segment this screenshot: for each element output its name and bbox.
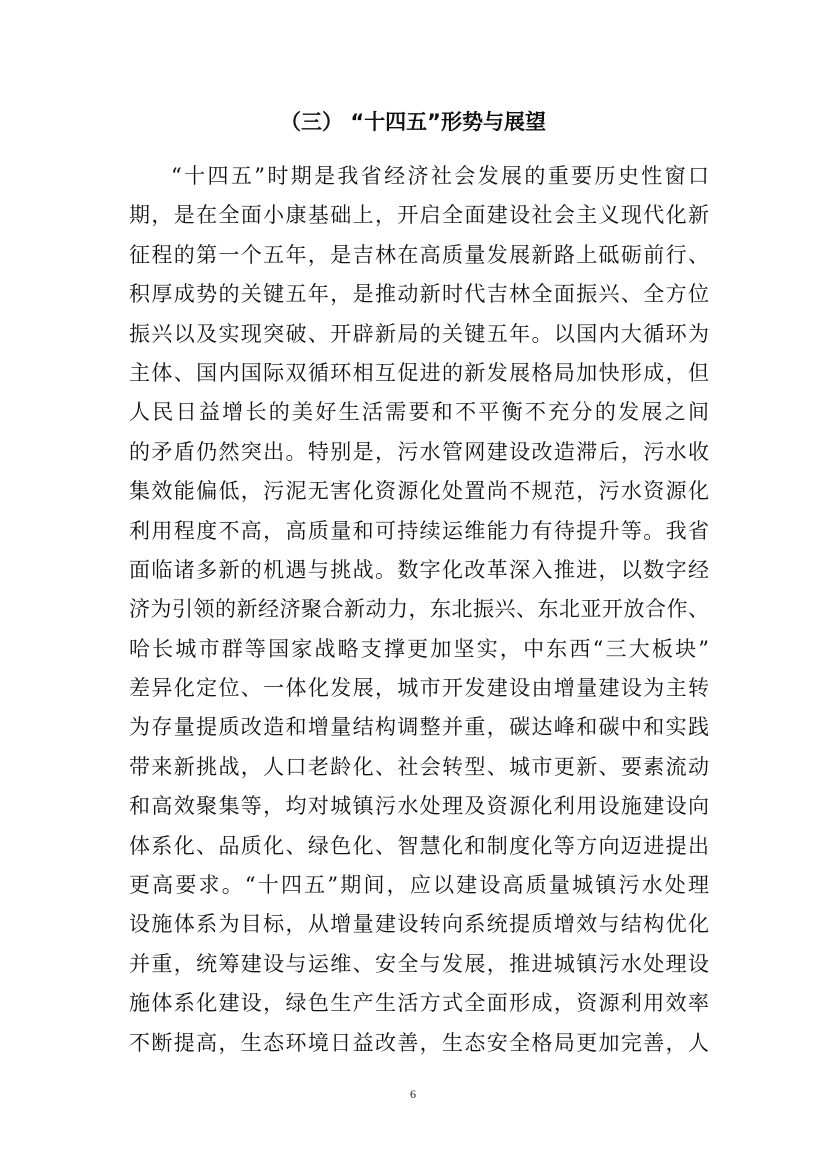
paragraph-line: 和高效聚集等，均对城镇污水处理及资源化利用设施建设向 [129,794,709,819]
paragraph-line: 利用程度不高，高质量和可持续运维能力有待提升等。我省 [129,518,709,543]
paragraph-line: 振兴以及实现突破、开辟新局的关键五年。以国内大循环为 [129,321,709,346]
paragraph-line: 面临诸多新的机遇与挑战。数字化改革深入推进，以数字经 [129,557,709,582]
paragraph-line: 不断提高，生态环境日益改善，生态安全格局更加完善，人 [129,1030,709,1055]
paragraph-line: 差异化定位、一体化发展，城市开发建设由增量建设为主转 [129,676,709,701]
paragraph-line: 人民日益增长的美好生活需要和不平衡不充分的发展之间 [129,400,709,425]
paragraph-line: 征程的第一个五年，是吉林在高质量发展新路上砥砺前行、 [129,242,709,267]
body-paragraph [129,157,709,1063]
paragraph-line: 带来新挑战，人口老龄化、社会转型、城市更新、要素流动 [129,754,709,779]
paragraph-line: 施体系化建设，绿色生产生活方式全面形成，资源利用效率 [129,991,709,1016]
paragraph-line: 主体、国内国际双循环相互促进的新发展格局加快形成，但 [129,360,709,385]
paragraph-line: 为存量提质改造和增量结构调整并重，碳达峰和碳中和实践 [129,715,709,740]
paragraph-line: 积厚成势的关键五年，是推动新时代吉林全面振兴、全方位 [129,282,709,307]
section-heading: （三） “十四五”形势与展望 [280,110,546,134]
paragraph-line: 并重，统筹建设与运维、安全与发展，推进城镇污水处理设 [129,951,709,976]
paragraph-line: “十四五”时期是我省经济社会发展的重要历史性窗口 [171,164,709,188]
paragraph-line: 的矛盾仍然突出。特别是，污水管网建设改造滞后，污水收 [129,439,709,464]
page-number: 6 [410,1087,416,1101]
paragraph-line: 更高要求。“十四五”期间，应以建设高质量城镇污水处理 [129,873,709,898]
paragraph-line: 哈长城市群等国家战略支撑更加坚实，中东西“三大板块” [129,636,709,661]
paragraph-line: 体系化、品质化、绿色化、智慧化和制度化等方向迈进提出 [129,833,709,858]
paragraph-line: 设施体系为目标，从增量建设转向系统提质增效与结构优化 [129,912,709,937]
paragraph-line: 济为引领的新经济聚合新动力，东北振兴、东北亚开放合作、 [129,597,709,622]
paragraph-line: 期，是在全面小康基础上，开启全面建设社会主义现代化新 [129,203,709,228]
paragraph-line: 集效能偏低，污泥无害化资源化处置尚不规范，污水资源化 [129,479,709,504]
